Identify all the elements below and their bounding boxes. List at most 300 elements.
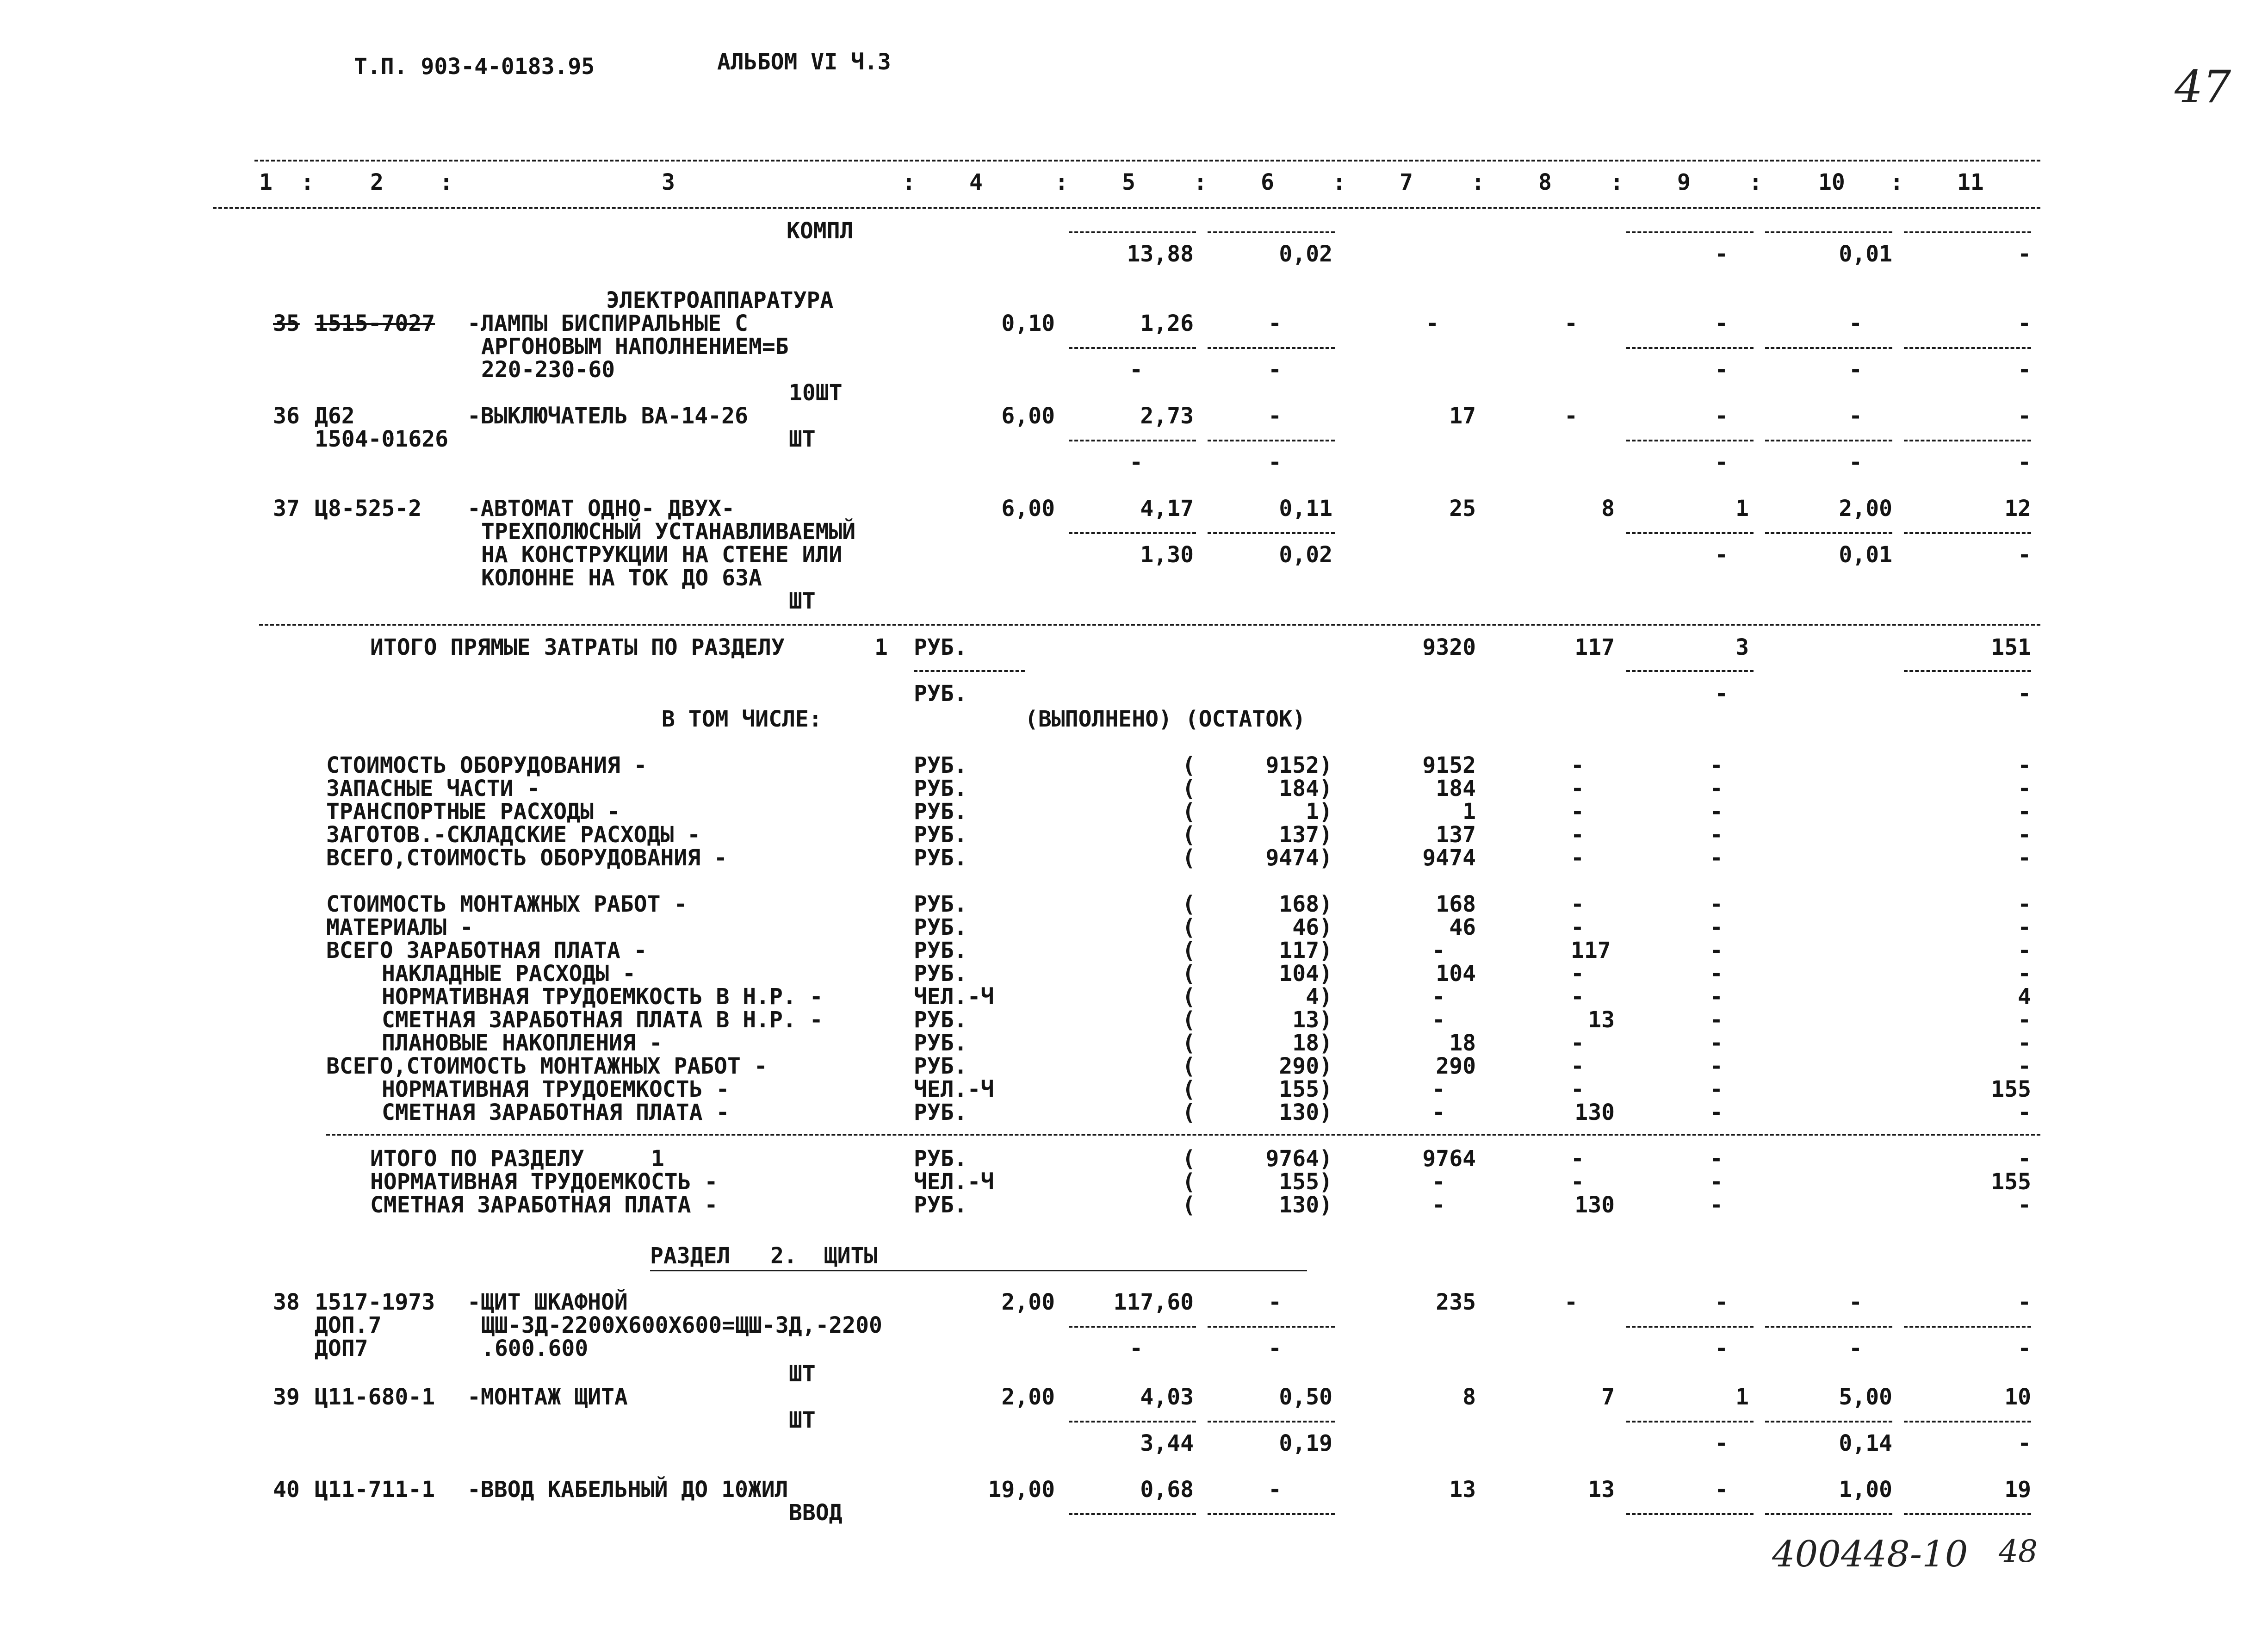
col-sep: :: [1471, 169, 1485, 195]
cell-c7: 17: [1449, 403, 1476, 429]
totals-c9: 3: [1735, 634, 1749, 660]
cell-c6: -: [1268, 449, 1282, 475]
col-sep: :: [440, 169, 453, 195]
row-c9: -: [1710, 1007, 1723, 1033]
row-c8: -: [1571, 1030, 1584, 1056]
row-c7: 290: [1436, 1053, 1476, 1079]
cell-c10: -: [1849, 403, 1862, 429]
row-done: 290): [1279, 1053, 1332, 1079]
row-c11: -: [2018, 1030, 2031, 1056]
subrule: [1765, 1513, 1892, 1515]
row-unit: РУБ.: [914, 776, 967, 801]
row-c11: 4: [2018, 984, 2031, 1010]
cell-c9: 1: [1735, 1384, 1749, 1410]
row-c8: 130: [1574, 1192, 1615, 1218]
row-label: ТРАНСПОРТНЫЕ РАСХОДЫ -: [326, 799, 620, 825]
row-done: 1): [1306, 799, 1332, 825]
subrule: [1069, 440, 1196, 441]
row-c9: -: [1710, 799, 1723, 825]
row-c7: -: [1432, 1169, 1445, 1195]
cell-c11: -: [2018, 1289, 2031, 1315]
row-label: СМЕТНАЯ ЗАРАБОТНАЯ ПЛАТА -: [370, 1192, 718, 1218]
subrule: [1069, 347, 1196, 349]
row-c8: 13: [1588, 1007, 1615, 1033]
cell-c8: -: [1564, 403, 1578, 429]
cell-c5: 1,26: [1140, 311, 1194, 336]
cell-c9: -: [1715, 1477, 1728, 1503]
col-header-7: 7: [1400, 169, 1413, 195]
subrule: [1765, 347, 1892, 349]
row-done: 168): [1279, 891, 1332, 917]
row-c8: -: [1571, 776, 1584, 801]
subrule: [1765, 1326, 1892, 1328]
item-code-secondary: 1504-01626: [315, 426, 448, 452]
cell-c4: 6,00: [1001, 403, 1055, 429]
item-number: 36: [273, 403, 300, 429]
row-done: 4): [1306, 984, 1332, 1010]
row-paren-open: (: [1182, 1007, 1196, 1033]
row-c8: -: [1571, 891, 1584, 917]
row-c8: 117: [1571, 938, 1611, 963]
row-label: СМЕТНАЯ ЗАРАБОТНАЯ ПЛАТА В Н.Р. -: [382, 1007, 823, 1033]
cell-c11: 19: [2004, 1477, 2031, 1503]
section2-underline: [650, 1270, 1307, 1276]
row-unit: ЧЕЛ.-Ч: [914, 984, 994, 1010]
row-c8: -: [1571, 1169, 1584, 1195]
row-c11: 155: [1991, 1169, 2031, 1195]
subrule: [1626, 1326, 1754, 1328]
subrule: [1626, 347, 1754, 349]
row-c8: -: [1571, 845, 1584, 871]
cell-c9: -: [1715, 542, 1728, 568]
row-c8: -: [1571, 1053, 1584, 1079]
row-c11: -: [2018, 776, 2031, 801]
col-header-6: 6: [1261, 169, 1274, 195]
row-label: СМЕТНАЯ ЗАРАБОТНАЯ ПЛАТА -: [382, 1100, 730, 1125]
row-paren-open: (: [1182, 984, 1196, 1010]
row-c11: -: [2018, 914, 2031, 940]
row-c9: -: [1710, 961, 1723, 987]
subrule: [1904, 1326, 2031, 1328]
row-paren-open: (: [1182, 891, 1196, 917]
cell-c11: -: [2018, 241, 2031, 267]
cell-c5: 117,60: [1113, 1289, 1194, 1315]
row-done: 9764): [1265, 1146, 1332, 1172]
row-label: НОРМАТИВНАЯ ТРУДОЕМКОСТЬ -: [370, 1169, 718, 1195]
item-unit: ШТ: [789, 1361, 816, 1387]
cell-c6: 0,02: [1279, 542, 1332, 568]
row-paren-open: (: [1182, 1192, 1196, 1218]
item-name-line: ЩШ-3Д-2200Х600Х600=ЩШ-3Д,-2200: [481, 1312, 882, 1338]
subrule: [1904, 532, 2031, 534]
row-paren-open: (: [1182, 1169, 1196, 1195]
row-paren-open: (: [1182, 961, 1196, 987]
subrule: [1208, 347, 1335, 349]
item-name-line: КОЛОННЕ НА ТОК ДО 63А: [481, 565, 762, 591]
row-paren-open: (: [1182, 914, 1196, 940]
item-name-line: 220-230-60: [481, 357, 615, 383]
row-c9: -: [1710, 1030, 1723, 1056]
row-c9: -: [1710, 1053, 1723, 1079]
row-c9: -: [1710, 984, 1723, 1010]
subrule: [1208, 1513, 1335, 1515]
subrule: [1626, 1421, 1754, 1423]
row-unit: РУБ.: [914, 1007, 967, 1033]
row-unit: ЧЕЛ.-Ч: [914, 1076, 994, 1102]
row-c9: -: [1710, 1100, 1723, 1125]
subrule: [1208, 231, 1335, 233]
row-c9: -: [1710, 1146, 1723, 1172]
subrule: [1765, 532, 1892, 534]
col-header-8: 8: [1538, 169, 1552, 195]
row-unit: РУБ.: [914, 752, 967, 778]
cell-c9: -: [1715, 403, 1728, 429]
item-name-line: -МОНТАЖ ЩИТА: [467, 1384, 628, 1410]
row-label: ЗАГОТОВ.-СКЛАДСКИЕ РАСХОДЫ -: [326, 822, 701, 848]
row-paren-open: (: [1182, 1030, 1196, 1056]
cell-c5: 1,30: [1140, 542, 1194, 568]
cell-c10: -: [1849, 1289, 1862, 1315]
row-c7: 9764: [1422, 1146, 1476, 1172]
item-code: Ц11-711-1: [315, 1477, 435, 1503]
subrule: [1765, 1421, 1892, 1423]
item-number: 35: [273, 311, 300, 336]
cell-c10: 0,01: [1839, 542, 1892, 568]
row-unit: РУБ.: [914, 938, 967, 963]
cell-c11: -: [2018, 449, 2031, 475]
row-unit: ЧЕЛ.-Ч: [914, 1169, 994, 1195]
totals-row2-c9: -: [1715, 681, 1728, 707]
row-c7: 9152: [1422, 752, 1476, 778]
cell-c7: -: [1425, 311, 1439, 336]
cell-c11: -: [2018, 542, 2031, 568]
row-unit: РУБ.: [914, 799, 967, 825]
cell-c10: -: [1849, 1336, 1862, 1361]
row-label: ВСЕГО,СТОИМОСТЬ МОНТАЖНЫХ РАБОТ -: [326, 1053, 768, 1079]
row-c7: 168: [1436, 891, 1476, 917]
row-unit: РУБ.: [914, 1192, 967, 1218]
row-done: 18): [1292, 1030, 1332, 1056]
item-number: 39: [273, 1384, 300, 1410]
row-paren-open: (: [1182, 1146, 1196, 1172]
row-c9: -: [1710, 1076, 1723, 1102]
cell-c4: 2,00: [1001, 1384, 1055, 1410]
row-c7: 46: [1449, 914, 1476, 940]
cell-c11: 12: [2004, 496, 2031, 522]
item-name-line: -ВВОД КАБЕЛЬНЫЙ ДО 10ЖИЛ: [467, 1477, 788, 1503]
row-c7: 18: [1449, 1030, 1476, 1056]
col-header-11: 11: [1957, 169, 1984, 195]
cell-c4: 19,00: [988, 1477, 1055, 1503]
row-c11: -: [2018, 799, 2031, 825]
item-number: 38: [273, 1289, 300, 1315]
cell-c9: -: [1715, 357, 1728, 383]
cell-c6: 0,02: [1279, 241, 1332, 267]
cell-c7: 8: [1462, 1384, 1476, 1410]
row-paren-open: (: [1182, 1100, 1196, 1125]
row-label: ЗАПАСНЫЕ ЧАСТИ -: [326, 776, 540, 801]
section-total-rule: [326, 1134, 2040, 1136]
subrule: [1208, 1326, 1335, 1328]
cell-c10: 1,00: [1839, 1477, 1892, 1503]
row-c8: -: [1571, 752, 1584, 778]
row-paren-open: (: [1182, 845, 1196, 871]
totals-rule: [259, 624, 2040, 626]
row-c11: -: [2018, 891, 2031, 917]
totals-title: ИТОГО ПРЯМЫЕ ЗАТРАТЫ ПО РАЗДЕЛУ: [370, 634, 785, 660]
row-c9: -: [1710, 938, 1723, 963]
cell-c11: -: [2018, 1336, 2031, 1361]
row-label: ВСЕГО ЗАРАБОТНАЯ ПЛАТА -: [326, 938, 647, 963]
subrule: [1626, 440, 1754, 441]
row-unit: РУБ.: [914, 822, 967, 848]
row-label: СТОИМОСТЬ ОБОРУДОВАНИЯ -: [326, 752, 647, 778]
col-header-3: 3: [662, 169, 675, 195]
row-unit: РУБ.: [914, 845, 967, 871]
cell-c6: -: [1268, 1336, 1282, 1361]
subrule: [1208, 1421, 1335, 1423]
row-c11: -: [2018, 961, 2031, 987]
totals-c7: 9320: [1422, 634, 1476, 660]
cell-c9: -: [1715, 311, 1728, 336]
row-c11: -: [2018, 845, 2031, 871]
row-c11: -: [2018, 822, 2031, 848]
item-code: 1515-7027: [315, 311, 435, 336]
cell-c11: -: [2018, 1430, 2031, 1456]
cell-c10: 0,14: [1839, 1430, 1892, 1456]
col-sep: :: [1332, 169, 1346, 195]
row-c7: 104: [1436, 961, 1476, 987]
row-label: НАКЛАДНЫЕ РАСХОДЫ -: [382, 961, 636, 987]
row-label: ВСЕГО,СТОИМОСТЬ ОБОРУДОВАНИЯ -: [326, 845, 727, 871]
cell-c5: 3,44: [1140, 1430, 1194, 1456]
row-paren-open: (: [1182, 1076, 1196, 1102]
cell-c4: 6,00: [1001, 496, 1055, 522]
subrule: [1765, 231, 1892, 233]
cell-c6: -: [1268, 1289, 1282, 1315]
row-unit: РУБ.: [914, 1030, 967, 1056]
row-c8: -: [1571, 799, 1584, 825]
done-left-label: (ВЫПОЛНЕНО) (ОСТАТОК): [1025, 706, 1306, 732]
cell-c7: 13: [1449, 1477, 1476, 1503]
item-name-line: -АВТОМАТ ОДНО- ДВУХ-: [467, 496, 735, 522]
row-paren-open: (: [1182, 822, 1196, 848]
cell-c10: -: [1849, 311, 1862, 336]
cell-c10: -: [1849, 449, 1862, 475]
col-sep: :: [902, 169, 916, 195]
subrule: [1069, 532, 1196, 534]
cell-c9: 1: [1735, 496, 1749, 522]
cell-c5: -: [1129, 357, 1143, 383]
row-c11: -: [2018, 938, 2031, 963]
subrule: [1208, 440, 1335, 441]
row-c9: -: [1710, 914, 1723, 940]
cell-c6: -: [1268, 1477, 1282, 1503]
row-done: 130): [1279, 1192, 1332, 1218]
row-c11: -: [2018, 1053, 2031, 1079]
subrule: [1626, 231, 1754, 233]
row-unit: РУБ.: [914, 1146, 967, 1172]
row-c11: -: [2018, 1007, 2031, 1033]
row-paren-open: (: [1182, 752, 1196, 778]
totals-section-no: 1: [874, 634, 888, 660]
row-done: 137): [1279, 822, 1332, 848]
cell-c5: -: [1129, 449, 1143, 475]
row-c9: -: [1710, 845, 1723, 871]
row-paren-open: (: [1182, 938, 1196, 963]
row-c7: -: [1432, 1192, 1445, 1218]
item-name-line: .600.600: [481, 1336, 589, 1361]
col-sep: :: [1890, 169, 1903, 195]
cell-c8: -: [1564, 311, 1578, 336]
col-sep: :: [1610, 169, 1624, 195]
row-label: ПЛАНОВЫЕ НАКОПЛЕНИЯ -: [382, 1030, 663, 1056]
row-c8: -: [1571, 822, 1584, 848]
row-c11: -: [2018, 1192, 2031, 1218]
subrule: [1904, 1513, 2031, 1515]
totals-c8: 117: [1574, 634, 1615, 660]
cell-c11: 10: [2004, 1384, 2031, 1410]
item-name-line: -ВЫКЛЮЧАТЕЛЬ ВА-14-26: [467, 403, 748, 429]
col-sep: :: [1055, 169, 1068, 195]
row-label: ИТОГО ПО РАЗДЕЛУ 1: [370, 1146, 664, 1172]
subrule: [1069, 231, 1196, 233]
subrule: [1765, 440, 1892, 441]
row-done: 117): [1279, 938, 1332, 963]
cell-c9: -: [1715, 241, 1728, 267]
cell-c5: 0,68: [1140, 1477, 1194, 1503]
komplekt-label: КОМПЛ: [787, 218, 854, 244]
col-header-10: 10: [1818, 169, 1845, 195]
row-done: 155): [1279, 1076, 1332, 1102]
row-paren-open: (: [1182, 1053, 1196, 1079]
footer-sheet: 48: [1999, 1534, 2038, 1569]
row-done: 104): [1279, 961, 1332, 987]
item-unit: ШТ: [789, 1407, 816, 1433]
subrule: [1904, 670, 2031, 672]
album-label: АЛЬБОМ VI Ч.3: [717, 49, 891, 75]
cell-c9: -: [1715, 449, 1728, 475]
cell-c10: 5,00: [1839, 1384, 1892, 1410]
cell-c6: 0,50: [1279, 1384, 1332, 1410]
row-done: 13): [1292, 1007, 1332, 1033]
col-header-4: 4: [969, 169, 983, 195]
cell-c6: 0,11: [1279, 496, 1332, 522]
row-done: 9152): [1265, 752, 1332, 778]
row-c7: -: [1432, 938, 1445, 963]
cell-c5: -: [1129, 1336, 1143, 1361]
cell-c11: -: [2018, 403, 2031, 429]
subrule: [1904, 440, 2031, 441]
subrule: [1069, 1421, 1196, 1423]
cell-c8: 7: [1601, 1384, 1615, 1410]
item-code: Ц11-680-1: [315, 1384, 435, 1410]
row-paren-open: (: [1182, 799, 1196, 825]
totals-c11: 151: [1991, 634, 2031, 660]
cell-c7: 235: [1436, 1289, 1476, 1315]
row-c9: -: [1710, 776, 1723, 801]
row-label: МАТЕРИАЛЫ -: [326, 914, 473, 940]
cell-c6: -: [1268, 403, 1282, 429]
subrule: [914, 670, 1025, 672]
cell-c9: -: [1715, 1336, 1728, 1361]
row-unit: РУБ.: [914, 961, 967, 987]
cell-c6: 0,19: [1279, 1430, 1332, 1456]
subrule: [1208, 532, 1335, 534]
row-label: НОРМАТИВНАЯ ТРУДОЕМКОСТЬ В Н.Р. -: [382, 984, 823, 1010]
cell-c5: 13,88: [1127, 241, 1194, 267]
item-name-line: АРГОНОВЫМ НАПОЛНЕНИЕМ=Б: [481, 334, 789, 360]
row-c11: -: [2018, 752, 2031, 778]
item-code: 1517-1973: [315, 1289, 435, 1315]
item-name-line: -ЩИТ ШКАФНОЙ: [467, 1289, 628, 1315]
item-unit: ВВОД: [789, 1500, 843, 1526]
row-done: 130): [1279, 1100, 1332, 1125]
item-unit: 10ШТ: [789, 380, 843, 406]
row-c11: -: [2018, 1146, 2031, 1172]
item-unit: ШТ: [789, 588, 816, 614]
cell-c10: 2,00: [1839, 496, 1892, 522]
item-unit: ШТ: [789, 426, 816, 452]
cell-c9: -: [1715, 1430, 1728, 1456]
cell-c6: -: [1268, 357, 1282, 383]
item-code-secondary: ДОП.7: [315, 1312, 382, 1338]
row-c9: -: [1710, 1192, 1723, 1218]
cell-c4: 0,10: [1001, 311, 1055, 336]
cell-c11: -: [2018, 311, 2031, 336]
page-number: 47: [2175, 61, 2231, 113]
row-c7: 137: [1436, 822, 1476, 848]
item-name-line: НА КОНСТРУКЦИИ НА СТЕНЕ ИЛИ: [481, 542, 843, 568]
col-header-5: 5: [1122, 169, 1135, 195]
subrule: [1904, 1421, 2031, 1423]
cell-c5: 4,03: [1140, 1384, 1194, 1410]
cell-c8: -: [1564, 1289, 1578, 1315]
subrule: [1626, 1513, 1754, 1515]
cell-c6: -: [1268, 311, 1282, 336]
cell-c5: 4,17: [1140, 496, 1194, 522]
totals-unit-2: РУБ.: [914, 681, 967, 707]
row-done: 184): [1279, 776, 1332, 801]
row-c7: 9474: [1422, 845, 1476, 871]
doc-code: Т.П. 903-4-0183.95: [354, 54, 595, 80]
item-name-line: -ЛАМПЫ БИСПИРАЛЬНЫЕ С: [467, 311, 748, 336]
item-number: 40: [273, 1477, 300, 1503]
cell-c11: -: [2018, 357, 2031, 383]
row-c7: -: [1432, 1007, 1445, 1033]
subrule: [1904, 231, 2031, 233]
row-c9: -: [1710, 752, 1723, 778]
including-label: В ТОМ ЧИСЛЕ:: [662, 706, 822, 732]
totals-unit: РУБ.: [914, 634, 967, 660]
row-c8: 130: [1574, 1100, 1615, 1125]
item-name-line: ТРЕХПОЛЮСНЫЙ УСТАНАВЛИВАЕМЫЙ: [481, 519, 856, 545]
row-label: НОРМАТИВНАЯ ТРУДОЕМКОСТЬ -: [382, 1076, 730, 1102]
item-number: 37: [273, 496, 300, 522]
row-done: 46): [1292, 914, 1332, 940]
row-c9: -: [1710, 891, 1723, 917]
row-c11: -: [2018, 1100, 2031, 1125]
cell-c9: -: [1715, 1289, 1728, 1315]
item-code-tertiary: ДОП7: [315, 1336, 368, 1361]
col-sep: :: [1749, 169, 1762, 195]
subrule: [1626, 532, 1754, 534]
cell-c5: 2,73: [1140, 403, 1194, 429]
row-c7: -: [1432, 984, 1445, 1010]
header-rule-bottom: [213, 207, 2040, 209]
row-c7: -: [1432, 1076, 1445, 1102]
row-c8: -: [1571, 1146, 1584, 1172]
